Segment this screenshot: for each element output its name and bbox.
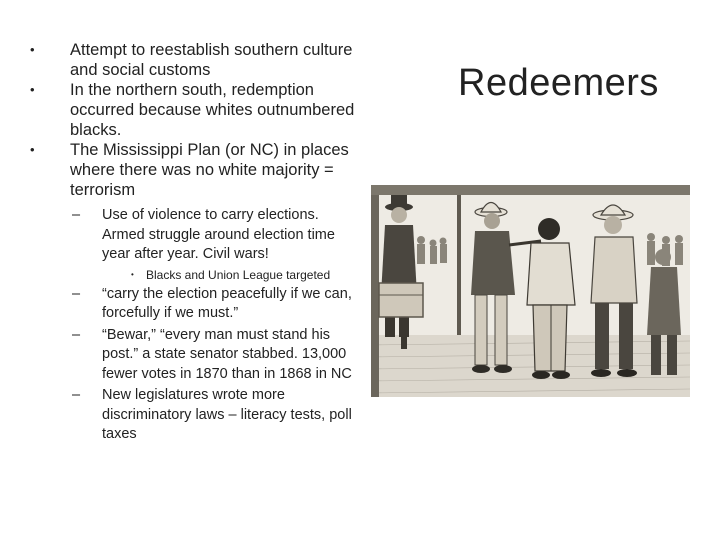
bullet-item (28, 80, 358, 140)
sub-bullet-item (28, 206, 358, 265)
engraving-illustration (371, 185, 690, 397)
sub-sub-bullet-item (28, 267, 358, 283)
bullet-text: In the northern south, redemption occurred because whites outnumbered blacks. (70, 81, 355, 139)
bullet-dot-icon: • (30, 142, 35, 157)
sub-bullet-text: “carry the election peacefully if we can, forcefully if we must.” (102, 285, 352, 321)
dash-icon: – (72, 285, 81, 302)
sub-bullet-text: New legislatures wrote more discriminatory laws – literacy tests, poll taxes (102, 387, 352, 442)
bullet-text: Attempt to reestablish southern culture and social customs (70, 41, 353, 79)
sub-bullet-item (28, 285, 358, 324)
engraving-illustration-icon (371, 185, 690, 397)
bullet-dot-icon: • (30, 42, 35, 57)
dash-icon: – (72, 207, 81, 223)
dash-icon: – (72, 387, 81, 403)
sub-bullet-item (28, 326, 358, 385)
bullet-item (28, 140, 358, 200)
sub-sub-bullet-text: Blacks and Union League targeted (146, 267, 331, 282)
slide-title: Redeemers (458, 62, 659, 104)
sub-bullet-item (28, 386, 358, 445)
sub-bullet-text: “Bewar,” “every man must stand his post.” a state senator stabbed. 13,000 fewer votes in 1870 than in 1868 in NC (102, 326, 352, 382)
bullet-list (28, 40, 358, 445)
bullet-text: The Mississippi Plan (or NC) in places where there was no white majority = terrorism (70, 141, 349, 199)
bullet-item (28, 40, 358, 80)
bullet-dot-icon: • (131, 269, 134, 279)
bullet-dot-icon: • (30, 82, 35, 97)
dash-icon: – (72, 326, 81, 343)
sub-bullet-text: Use of violence to carry elections. Armed struggle around election time year after year. Civil wars! (102, 207, 335, 262)
